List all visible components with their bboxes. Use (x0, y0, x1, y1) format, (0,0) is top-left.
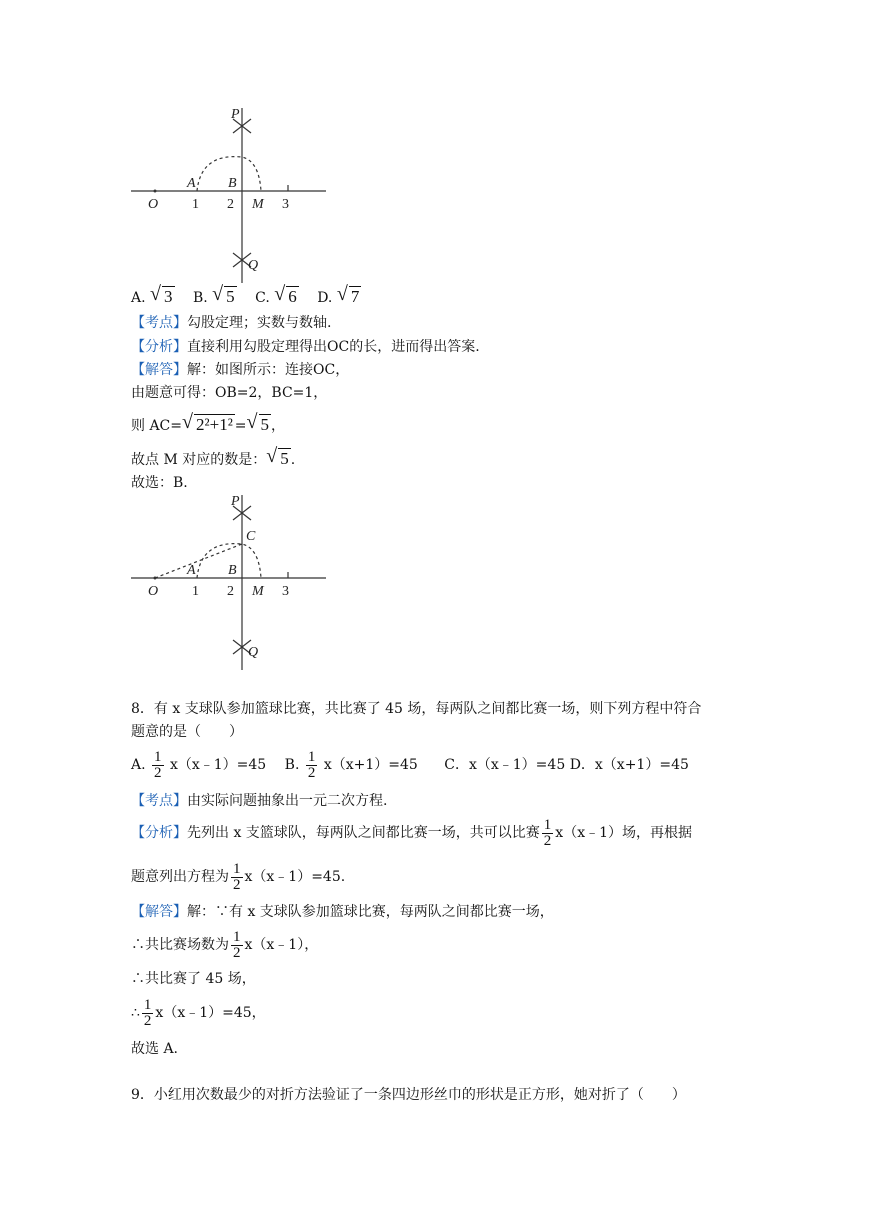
label-A: A (187, 176, 196, 191)
q8-jieda-3: ∴共比赛了 45 场， (131, 971, 256, 987)
q7-option-c: C. √ 6 (255, 283, 297, 306)
q7-fenxi: 【分析】直接利用勾股定理得出OC的长，进而得出答案. (131, 339, 480, 355)
q7-jieda-4: 故点 M 对应的数是： √ 5 . (131, 445, 296, 468)
label-P: P (231, 107, 240, 122)
tick-3: 3 (282, 584, 289, 599)
q8-jieda-4: ∴ $\frac{1}{2}$ x（x﹣1）=45， (131, 996, 266, 1029)
tick-3: 3 (282, 197, 289, 212)
q7-option-d: D. √ 7 (317, 283, 360, 306)
label-M: M (252, 197, 264, 212)
label-O: O (148, 584, 159, 599)
label-P: P (231, 494, 240, 509)
q8-kaodian: 【考点】由实际问题抽象出一元二次方程. (131, 793, 388, 809)
q8-option-b: B. $\frac{1}{2}$ x（x+1）=45 (284, 748, 418, 781)
q7-kaodian: 【考点】勾股定理；实数与数轴. (131, 315, 332, 331)
q7-jieda-2: 由题意可得：OB=2，BC=1， (131, 385, 328, 401)
figure-number-line-1 (131, 103, 326, 286)
tick-1: 1 (192, 584, 199, 599)
label-M: M (252, 584, 264, 599)
q7-jieda-3: 则 AC= √ 2²+1² = √ 5 ， (131, 411, 286, 434)
q8-stem-1: 8．有 x 支球队参加篮球比赛，共比赛了 45 场，每两队之间都比赛一场，则下列方程中符合 (131, 701, 702, 717)
tick-2: 2 (227, 197, 234, 212)
q8-fenxi-1: 【分析】先列出 x 支篮球队，每两队之间都比赛一场，共可以比赛 $\frac{1}{2}$ x（x﹣1）场，再根据 (131, 816, 692, 849)
q8-option-a: A. $\frac{1}{2}$ x（x﹣1）=45 (131, 748, 267, 781)
figure-number-line-2 (131, 490, 326, 673)
q8-options (131, 748, 689, 782)
q8-fenxi-2: 题意列出方程为 $\frac{1}{2}$ x（x﹣1）=45. (131, 860, 346, 893)
q7-answer: 故选：B. (131, 475, 188, 491)
q8-jieda-1: 【解答】解：∵有 x 支球队参加篮球比赛，每两队之间都比赛一场， (131, 904, 554, 920)
tick-1: 1 (192, 197, 199, 212)
q8-jieda-2: ∴共比赛场数为 $\frac{1}{2}$ x（x﹣1）， (131, 928, 319, 961)
q7-jieda-1: 【解答】解：如图所示：连接OC， (131, 362, 350, 378)
q7-options (131, 283, 375, 307)
q8-option-d: D．x（x+1）=45 (569, 757, 689, 773)
label-Q: Q (248, 645, 259, 660)
tick-2: 2 (227, 584, 234, 599)
q7-option-a: A. √ 3 (131, 283, 173, 306)
label-A: A (187, 563, 196, 578)
q8-option-c: C．x（x﹣1）=45 (444, 757, 566, 773)
label-B: B (228, 563, 237, 578)
q7-option-b: B. √ 5 (192, 283, 235, 306)
q8-answer: 故选 A. (131, 1041, 179, 1057)
label-O: O (148, 197, 159, 212)
label-Q: Q (248, 258, 259, 273)
q8-stem-2: 题意的是（ ） (131, 724, 243, 740)
q9-stem: 9．小红用次数最少的对折方法验证了一条四边形丝巾的形状是正方形，她对折了（ ） (131, 1087, 686, 1103)
label-B: B (228, 176, 237, 191)
label-C: C (246, 529, 256, 544)
